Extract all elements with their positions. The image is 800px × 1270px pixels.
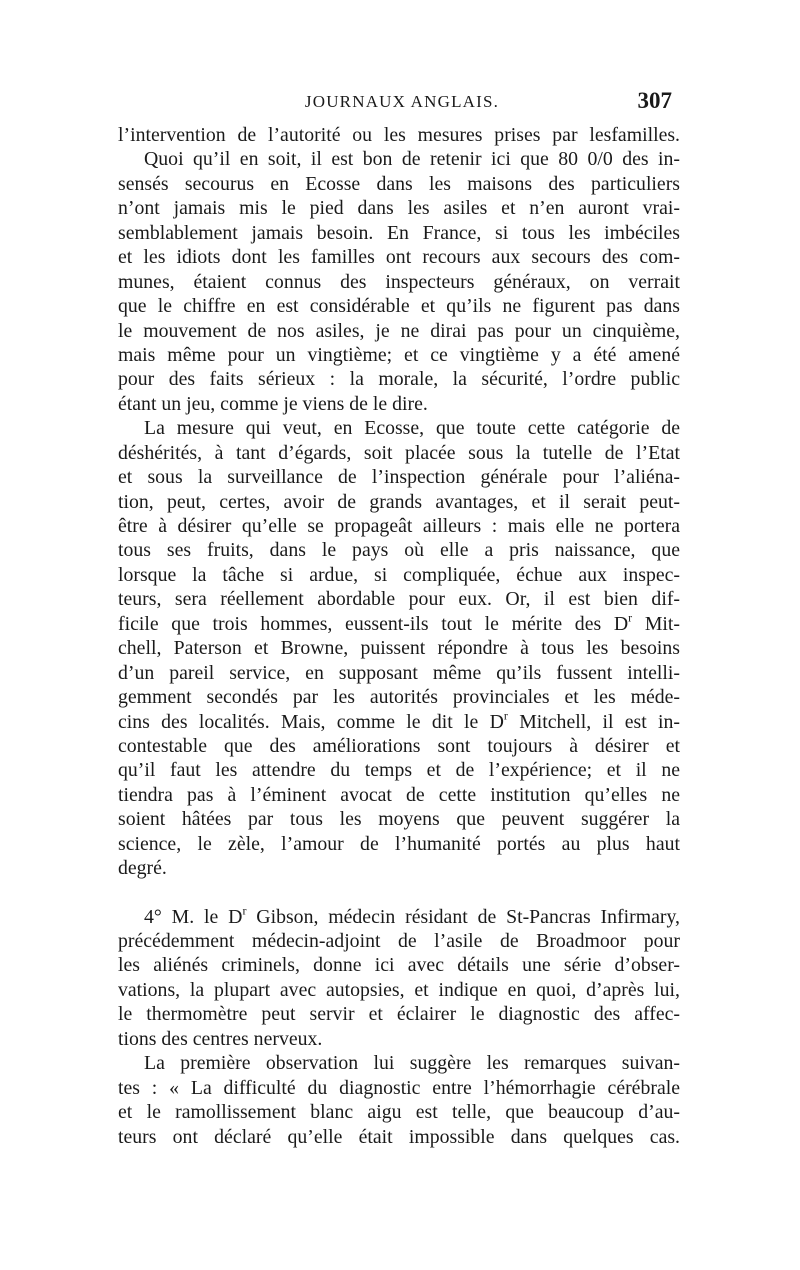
text-line: munes, étaient connus des inspecteurs généraux, on verrait: [118, 270, 680, 293]
text-line: déshérités, à tant d’égards, soit placée sous la tutelle de l’Etat: [118, 441, 680, 464]
text-line-part: Mit-: [632, 612, 680, 635]
text-line: Quoi qu’il en soit, il est bon de retenir ici que 80 0/0 des in-: [144, 148, 680, 171]
text-line: n’ont jamais mis le pied dans les asiles et n’en auront vrai-: [118, 197, 680, 220]
running-title: JOURNAUX ANGLAIS.: [304, 92, 500, 111]
superscript: r: [628, 610, 633, 625]
text-line-part: Gibson, médecin résidant de St-Pancras Infirmary,: [246, 905, 680, 928]
text-line: et les idiots dont les familles ont recours aux secours des com-: [118, 246, 680, 269]
text-line: précédemment médecin-adjoint de l’asile de Broadmoor pour: [118, 930, 680, 952]
text-line: tiendra pas à l’éminent avocat de cette institution qu’elles ne: [118, 783, 680, 806]
text-line: lorsque la tâche si ardue, si compliquée, échue aux inspec-: [118, 563, 680, 586]
text-line: [118, 710, 680, 734]
text-line-part: ficile que trois hommes, eussent-ils tout le mérite des D: [118, 612, 629, 635]
text-line: être à désirer qu’elle se propageât ailleurs : mais elle ne portera: [118, 515, 680, 537]
text-line: l’intervention de l’autorité ou les mesures prises par lesfamilles.: [118, 124, 680, 146]
text-line: teurs, sera réellement abordable pour eux. Or, il est bien dif-: [118, 588, 680, 611]
text-line: d’un pareil service, en supposant même qu’ils fussent intelli-: [118, 661, 680, 684]
text-line: soient hâtées par tous les moyens que peuvent suggérer la: [118, 808, 680, 831]
running-head: [128, 88, 676, 118]
text-line-part: cins des localités. Mais, comme le dit le D: [118, 710, 504, 733]
text-line-part: 4° M. le D: [144, 905, 243, 928]
text-line: que le chiffre en est considérable et qu’ils ne figurent pas dans: [118, 295, 680, 318]
text-line: qu’il faut les attendre du temps et de l’expérience; et il ne: [118, 759, 680, 782]
page-number: 307: [637, 88, 672, 113]
text-line: pour des faits sérieux : la morale, la sécurité, l’ordre public: [118, 368, 680, 391]
text-line: [118, 612, 680, 636]
text-line: étant un jeu, comme je viens de le dire.: [118, 392, 428, 415]
text-line: tions des centres nerveux.: [118, 1027, 323, 1050]
text-line-part: Mitchell, il est in-: [507, 710, 680, 733]
superscript: r: [503, 708, 508, 723]
text-line: tion, peut, certes, avoir de grands avantages, et il serait peut-: [118, 490, 680, 513]
text-line: sensés secourus en Ecosse dans les maisons des particuliers: [118, 172, 680, 195]
text-line: et sous la surveillance de l’inspection générale pour l’aliéna-: [118, 466, 680, 489]
text-line: contestable que des améliorations sont toujours à désirer et: [118, 734, 680, 757]
text-line: mais même pour un vingtième; et ce vingtième y a été amené: [118, 343, 680, 366]
section-gap: [118, 881, 680, 905]
text-line: semblablement jamais besoin. En France, si tous les imbéciles: [118, 221, 680, 244]
text-line: La première observation lui suggère les remarques suivan-: [144, 1052, 680, 1075]
text-line: teurs ont déclaré qu’elle était impossible dans quelques cas.: [118, 1125, 680, 1148]
text-line: gemment secondés par les autorités provinciales et les méde-: [118, 686, 680, 709]
text-line: et le ramollissement blanc aigu est telle, que beaucoup d’au-: [118, 1101, 680, 1124]
text-line: le thermomètre peut servir et éclairer le diagnostic des affec-: [118, 1003, 680, 1026]
text-line: degré.: [118, 857, 167, 880]
text-line: science, le zèle, l’amour de l’humanité portés au plus haut: [118, 832, 680, 855]
body-text: [118, 123, 680, 1149]
text-line: vations, la plupart avec autopsies, et indique en quoi, d’après lui,: [118, 978, 680, 1001]
text-line: tes : « La difficulté du diagnostic entre l’hémorrhagie cérébrale: [118, 1076, 680, 1099]
text-line: les aliénés criminels, donne ici avec détails une série d’obser-: [118, 954, 680, 977]
text-line: La mesure qui veut, en Ecosse, que toute cette catégorie de: [144, 417, 680, 440]
text-line: tous ses fruits, dans le pays où elle a pris naissance, que: [118, 539, 680, 562]
text-line: le mouvement de nos asiles, je ne dirai pas pour un cinquième,: [118, 319, 680, 342]
text-line: chell, Paterson et Browne, puissent répondre à tous les besoins: [118, 637, 680, 660]
text-line: [118, 905, 680, 929]
superscript: r: [242, 903, 247, 918]
